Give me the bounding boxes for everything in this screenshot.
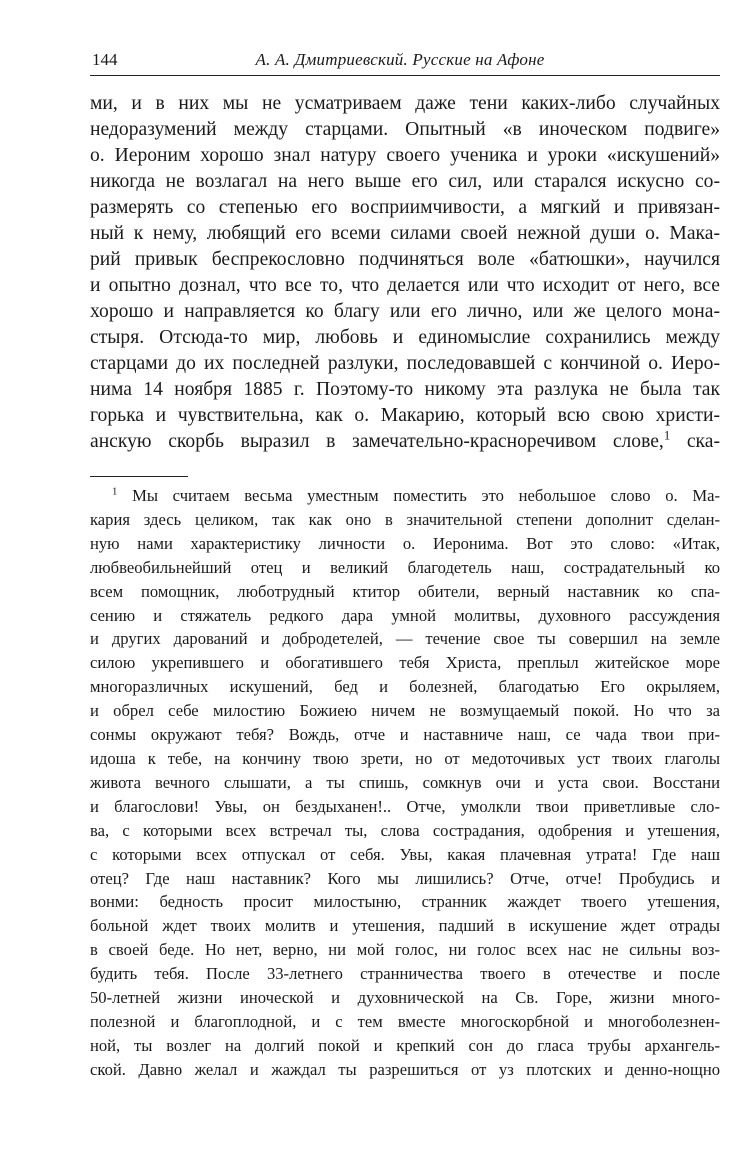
footnote-line: 50-летней жизни иноческой и духовнической на Св. Горе, жизни много- <box>90 988 720 1008</box>
footnote-line: кария здесь целиком, так как оно в значительной степени дополнит сделан- <box>90 509 720 529</box>
footnote-line: сению и стяжатель редкого дара умной молитвы, духовного рассуждения <box>90 605 720 625</box>
footnote-reference[interactable]: 1 <box>663 428 671 443</box>
text-line: хорошо и направляется ко благу или его лично, или же целого мона- <box>90 301 720 322</box>
footnote-line: вонми: бедность просит милостыню, странник жаждет твоего утешения, <box>90 892 720 912</box>
text-line: размерять со степенью его восприимчивости, а мягкий и привязан- <box>90 197 720 218</box>
footnote-line: силою укрепившего и обогатившего тебя Христа, преплыл житейское море <box>90 653 720 673</box>
footnote-rule <box>90 476 188 477</box>
footnote-line-text: Мы считаем весьма уместным поместить это небольшое слово о. Ма- <box>132 486 720 505</box>
text-line: о. Иероним хорошо знал натуру своего ученика и уроки «искушений» <box>90 145 720 166</box>
footnote-line: в своей беде. Но нет, верно, ни мой голос, ни голос всех нас не сильны воз- <box>90 940 720 960</box>
footnote-line: и обрел себе милостию Божиею ничем не возмущаемый покой. Но что за <box>90 701 720 721</box>
main-text <box>90 91 720 455</box>
footnote-line: любвеобильнейший отец и великий благодетель наш, сострадательный ко <box>90 557 720 577</box>
footnote-line: и других дарований и добродетелей, — течение свое ты совершил на земле <box>90 629 720 649</box>
page-number: 144 <box>92 50 118 69</box>
text-line: недоразумений между старцами. Опытный «в иноческом подвиге» <box>90 119 720 140</box>
text-line: стыря. Отсюда-то мир, любовь и единомыслие сохранились между <box>90 327 720 348</box>
footnote-line: многоразличных искушений, бед и болезней, благодатью Его окрыляем, <box>90 677 720 697</box>
footnote-marker: 1 <box>112 485 118 498</box>
footnote-line: сонмы окружают тебя? Вождь, отче и наставниче наш, се чада твои при- <box>90 725 720 745</box>
footnote <box>90 484 720 1082</box>
footnote-line: полезной и благоплодной, и с тем вместе многоскорбной и многоболезнен- <box>90 1011 720 1031</box>
text-line: и опытно дознал, что все то, что делается или что исходит от него, все <box>90 275 720 296</box>
footnote-line: ной, ты возлег на долгий покой и крепкий сон до гласа трубы архангель- <box>90 1035 720 1055</box>
header-rule <box>90 75 720 76</box>
footnote-line: ную нами характеристику личности о. Иеронима. Вот это слово: «Итак, <box>90 533 720 553</box>
footnote-line: идоша к тебе, на кончину твою зрети, но от медоточивых уст твоих глаголы <box>90 748 720 768</box>
footnote-line: отец? Где наш наставник? Кого мы лишились? Отче, отче! Пробудись и <box>90 868 720 888</box>
footnote-line: больной ждет твоих молитв и утешения, падший в искушение ждет отрады <box>90 916 720 936</box>
text-line-last <box>90 429 720 455</box>
text-line-tail: ска- <box>670 431 720 452</box>
footnote-line: ва, с которыми всех встречал ты, слова сострадания, одобрения и утешения, <box>90 820 720 840</box>
footnote-line: и благослови! Увы, он бездыханен!.. Отче, умолкли твои приветливые сло- <box>90 796 720 816</box>
text-line: нима 14 ноября 1885 г. Поэтому-то никому эта разлука не была так <box>90 379 720 400</box>
footnote-line: ской. Давно желал и жаждал ты разрешиться от уз плотских и денно-нощно <box>90 1059 720 1079</box>
text-line: ный к нему, любящий его всеми силами своей нежной души о. Мака- <box>90 223 720 244</box>
text-line: старцами до их последней разлуки, последовавшей с кончиной о. Иеро- <box>90 353 720 374</box>
text-line: горька и чувствительна, как о. Макарию, который всю свою христи- <box>90 405 720 426</box>
footnote-line: с которыми всех отпускал от себя. Увы, какая плачевная утрата! Где наш <box>90 844 720 864</box>
footnote-line: всем помощник, люботрудный ктитор обители, верный наставник ко спа- <box>90 581 720 601</box>
footnote-line <box>90 484 720 508</box>
text-line-body: анскую скорбь выразил в замечательно-красноречивом слове, <box>90 431 664 452</box>
footnote-line: живота вечного слышати, а ты спишь, сомкнув очи и уста свои. Восстани <box>90 772 720 792</box>
running-title: А. А. Дмитриевский. Русские на Афоне <box>255 50 545 69</box>
footnote-line: будить тебя. После 33-летнего странничества твоего в отечестве и после <box>90 964 720 984</box>
text-line: никогда не возлагал на него выше его сил, или старался искусно со- <box>90 171 720 192</box>
text-line: рий привык беспрекословно подчиняться воле «батюшки», научился <box>90 249 720 270</box>
text-line: ми, и в них мы не усматриваем даже тени каких-либо случайных <box>90 93 720 114</box>
